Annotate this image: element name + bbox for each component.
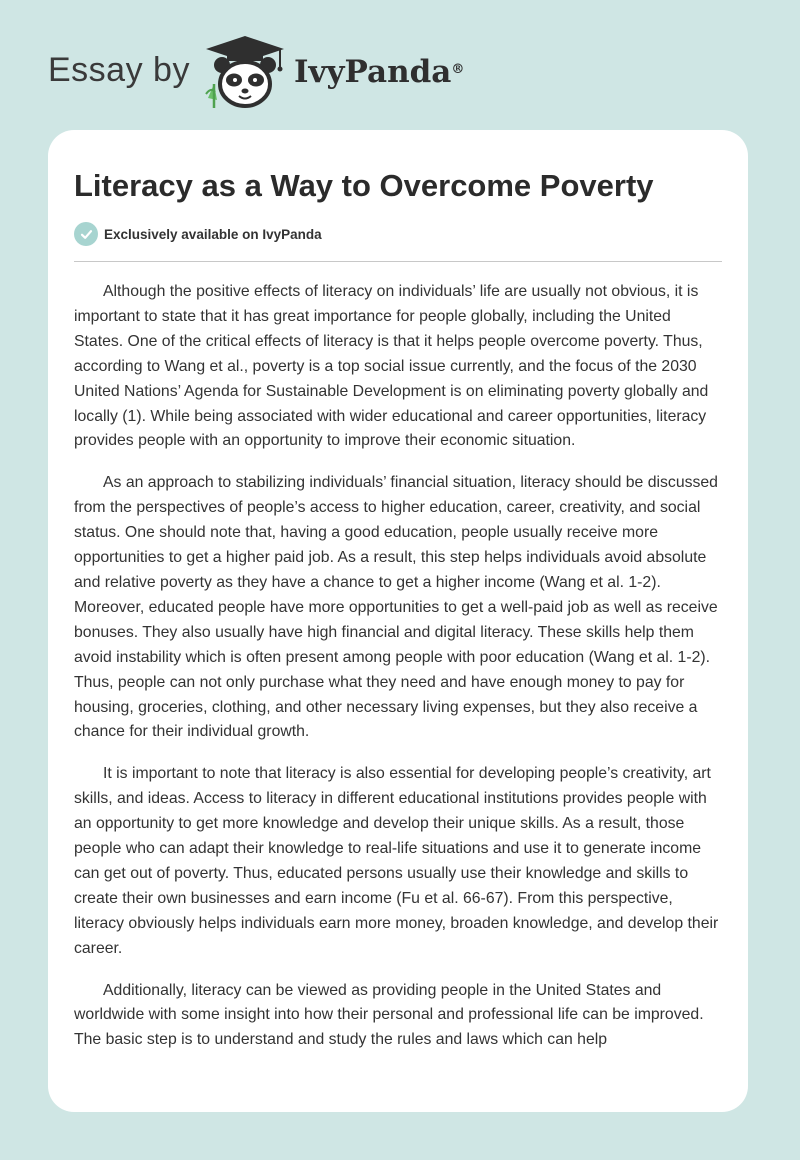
checkmark-glyph (80, 228, 93, 241)
essay-by-label: Essay by (48, 51, 190, 89)
brand-name (294, 52, 464, 92)
essay-paragraph: Additionally, literacy can be viewed as providing people in the United States and worldwide with some insight into how their personal and professional life can be improved. The basic step is to understand and study the rules and laws which can help (74, 981, 704, 1049)
title-divider (74, 261, 722, 262)
site-header (0, 0, 800, 130)
panda-graduate-icon (202, 34, 288, 110)
essay-paragraph: As an approach to stabilizing individuals’ financial situation, literacy should be discussed from the perspectives of people’s access to higher education, career, creativity, and social status. One should note that, having a good education, people usually receive more opportunities to get a higher paid job. As a result, this step helps individuals avoid absolute and relative poverty as they have a chance to get a higher income (Wang et al. 1-2). Moreover, educated people have more opportunities to get a well-paid job as well as receive bonuses. They also usually have high financial and digital literacy. These skills help them avoid instability which is often present among people with poor education (Wang et al. 1-2). Thus, people can not only purchase what they need and have enough money to pay for housing, groceries, clothing, and other necessary living expenses, but they also receive a chance for their individual growth. (74, 474, 718, 741)
essay-paragraph: It is important to note that literacy is also essential for developing people’s creativity, art skills, and ideas. Access to literacy in different educational institutions provides people with an opportunity to get more knowledge and develop their unique skills. As a result, those people who can adapt their knowledge to real-life situations and use it to generate income can get out of poverty. Thus, educated persons usually use their knowledge and skills to create their own businesses and earn income (Fu et al. 66-67). From this perspective, literacy obviously helps individuals earn more money, broaden knowledge, and develop their career. (74, 765, 719, 957)
essay-title: Literacy as a Way to Overcome Poverty (74, 168, 654, 203)
availability-badge (74, 222, 322, 246)
brand-name-text: IvyPanda (294, 54, 452, 90)
registered-mark: ® (451, 62, 465, 77)
check-icon (74, 222, 98, 246)
essay-card (48, 130, 748, 1112)
essay-body (74, 280, 724, 1070)
essay-paragraph: Although the positive effects of literacy on individuals’ life are usually not obvious, it is important to state that it has great importance for people globally, including the United States. One of the critical effects of literacy is that it helps people overcome poverty. Thus, according to Wang et al., poverty is a top social issue currently, and the focus of the 2030 United Nations’ Agenda for Sustainable Development is on eliminating poverty globally and locally (1). While being associated with wider educational and career opportunities, literacy provides people with an opportunity to improve their economic situation. (74, 283, 709, 450)
availability-label: Exclusively available on IvyPanda (104, 226, 322, 242)
